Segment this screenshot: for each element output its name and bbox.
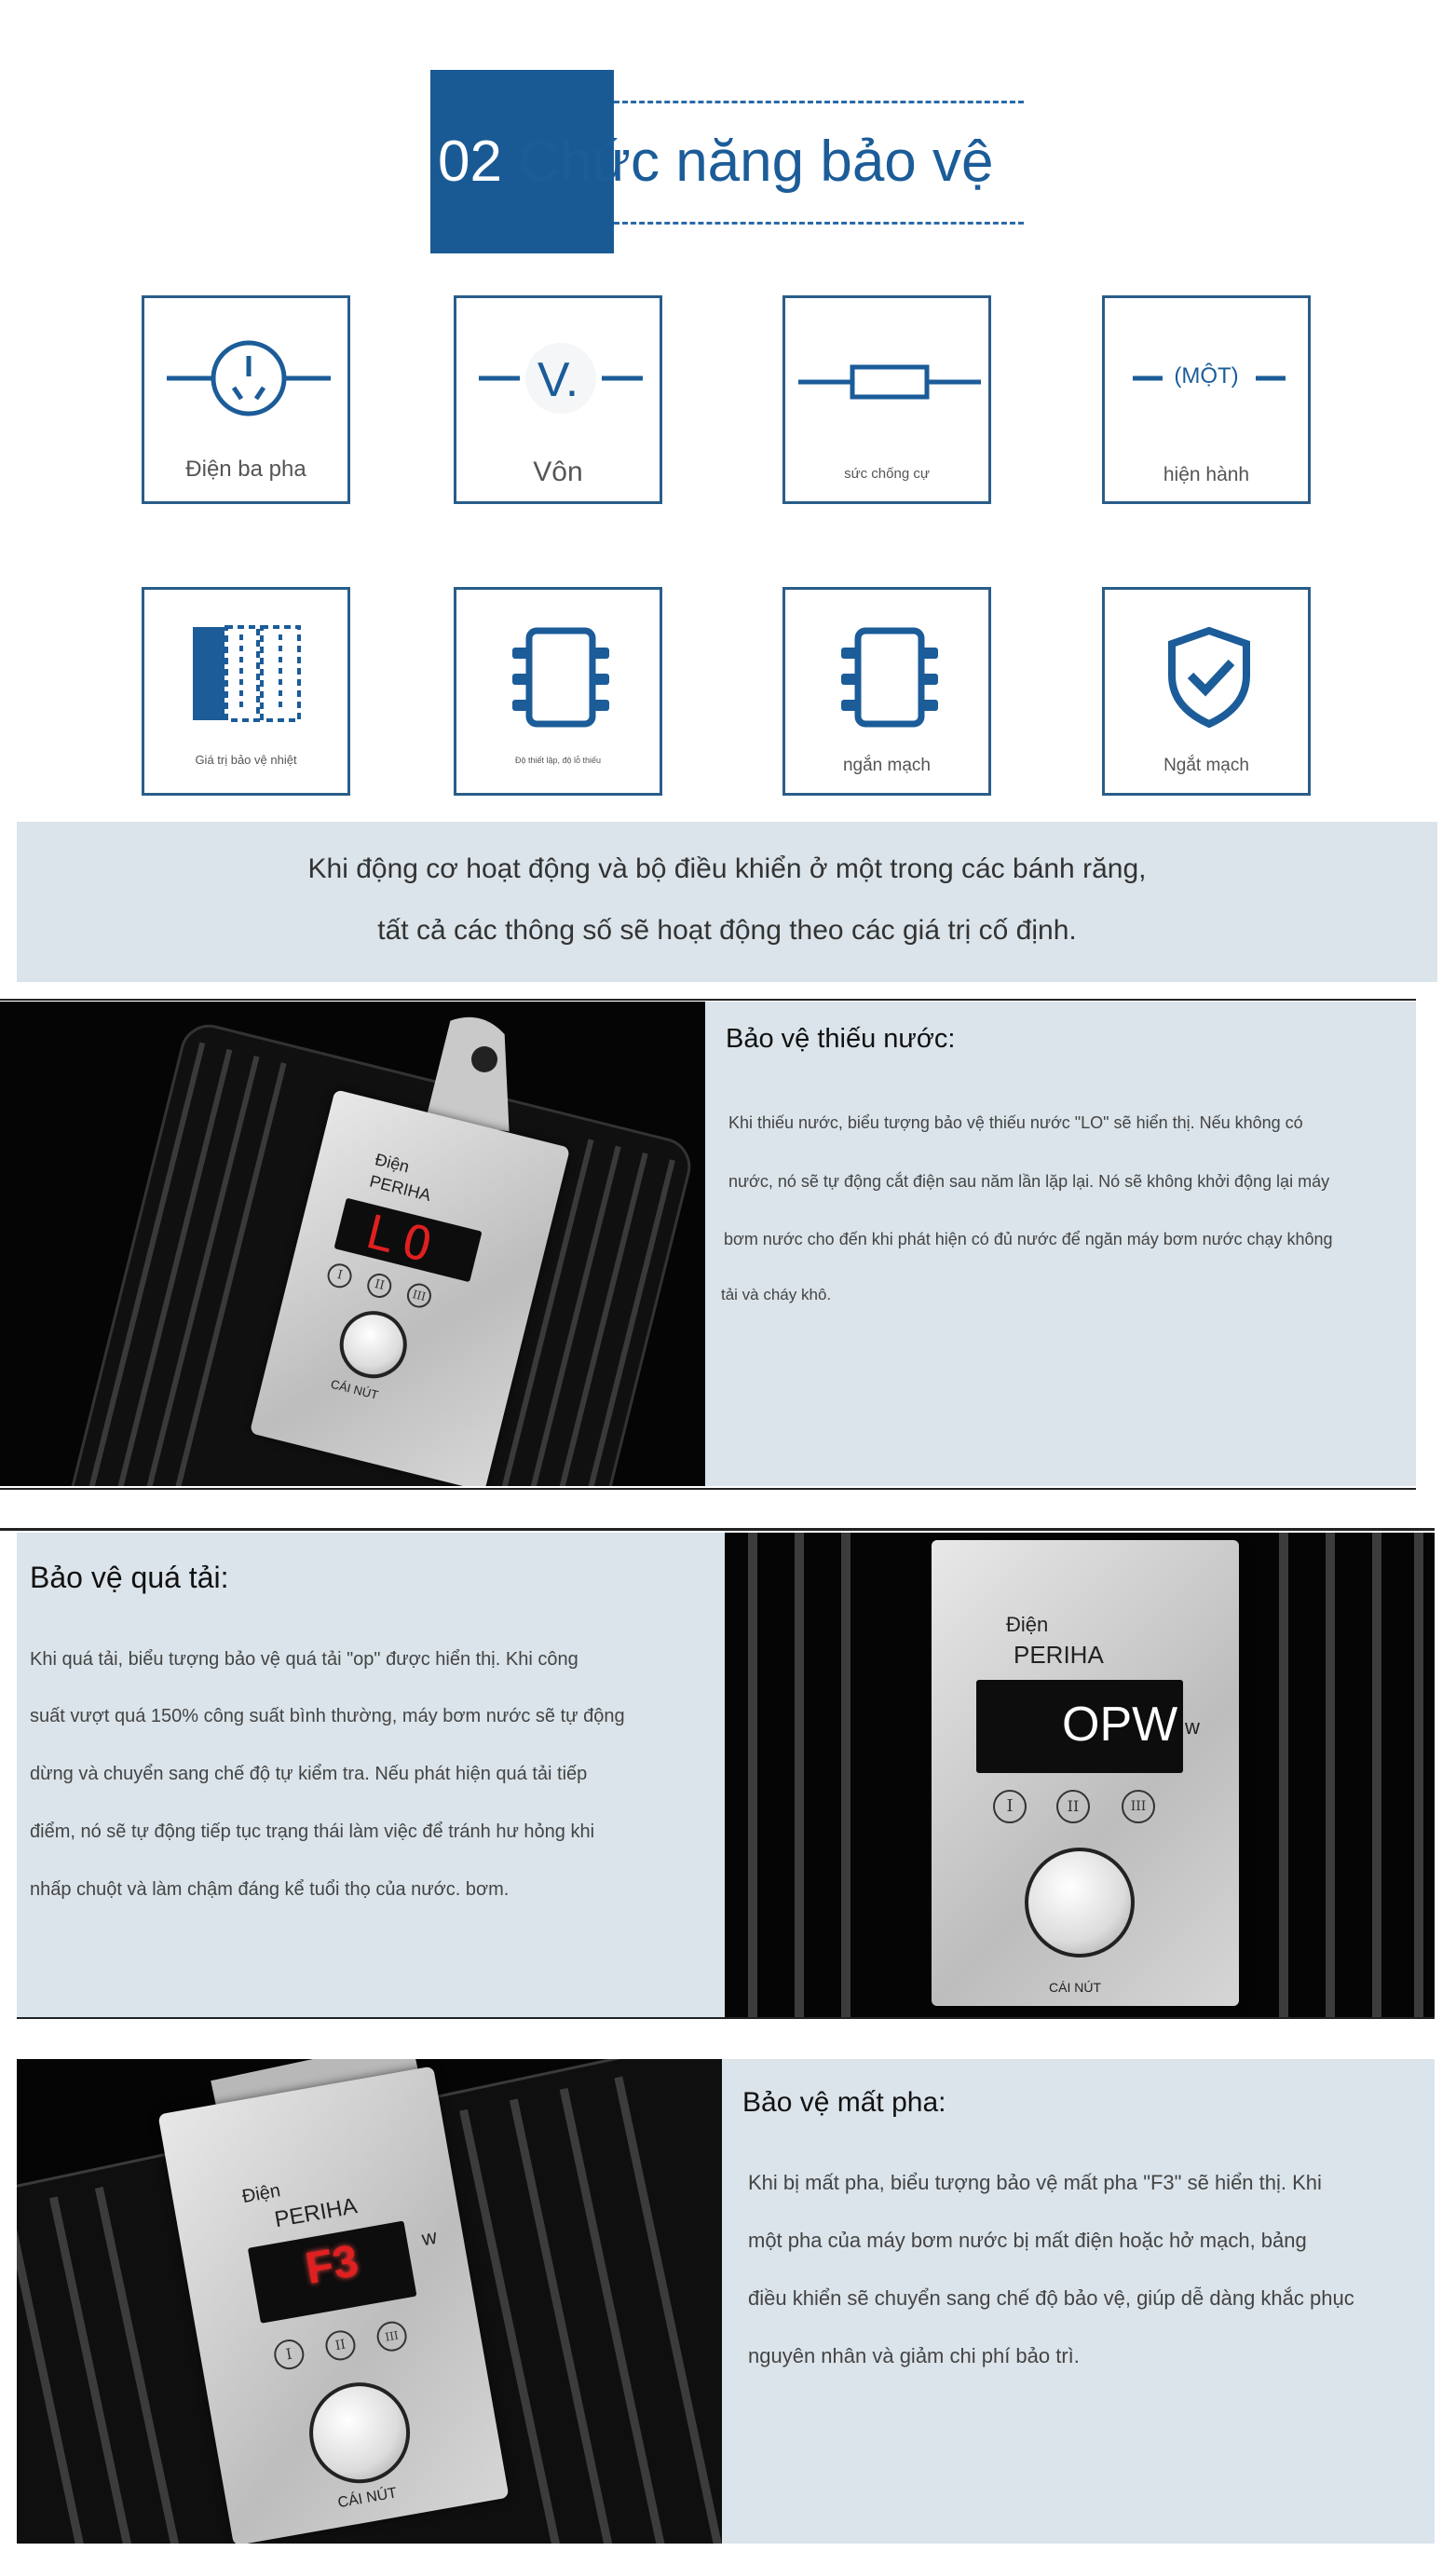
- phase-protection-text: [722, 2059, 1435, 2544]
- body-line: Khi quá tải, biểu tượng bảo vệ quá tải "op" được hiển thị. Khi công: [30, 1649, 578, 1670]
- body-line: dừng và chuyển sang chế độ tự kiểm tra. Nếu phát hiện quá tải tiếp: [30, 1764, 588, 1784]
- divider: [0, 999, 1416, 1001]
- body-line: nước, nó sẽ tự động cắt điện sau năm lần lặp lại. Nó sẽ không khởi động lại máy: [728, 1172, 1330, 1191]
- body-line: nhấp chuột và làm chậm đáng kể tuổi thọ của nước. bơm.: [30, 1879, 510, 1900]
- brand-line-1: Điện: [1006, 1613, 1049, 1636]
- body-line: một pha của máy bơm nước bị mất điện hoặc hở mạch, bảng: [748, 2229, 1307, 2252]
- thermal-protection-icon: [144, 590, 353, 798]
- water-protection-text: [705, 1002, 1416, 1486]
- section-title: Bảo vệ thiếu nước:: [726, 1024, 956, 1054]
- header-dash-bottom: [614, 222, 1024, 225]
- body-line: suất vượt quá 150% công suất bình thường, máy bơm nước sẽ tự động: [30, 1706, 625, 1726]
- body-line: Khi thiếu nước, biểu tượng bảo vệ thiếu nước "LO" sẽ hiển thị. Nếu không có: [728, 1113, 1303, 1132]
- brand-line-2: PERIHA: [367, 1171, 433, 1206]
- tile-label: Vôn: [533, 457, 583, 487]
- display-code: LO: [361, 1204, 446, 1276]
- divider: [0, 1528, 1435, 1531]
- mode-indicator-2: II: [364, 1271, 394, 1301]
- button-label: CÁI NÚT: [329, 1376, 380, 1402]
- tile-resistance: [782, 295, 991, 504]
- unit-label: w: [1185, 1715, 1200, 1739]
- heading-number: 02: [438, 130, 502, 194]
- display-code: OPW: [1062, 1698, 1178, 1752]
- header-dash-top: [614, 101, 1024, 103]
- controller-photo-op: [725, 1533, 1435, 2017]
- mode-indicator-3: III: [374, 2319, 409, 2353]
- lo-display: [333, 1198, 482, 1283]
- control-button: [333, 1304, 414, 1385]
- divider: [17, 2017, 1435, 2019]
- body-line: Khi bị mất pha, biểu tượng bảo vệ mất pha "F3" sẽ hiển thị. Khi: [748, 2171, 1322, 2194]
- tile-short-circuit: [782, 587, 991, 796]
- section-title: Bảo vệ quá tải:: [30, 1561, 229, 1594]
- divider: [0, 1488, 1416, 1490]
- tile-label: Độ thiết lập, độ lỗ thiếu: [514, 756, 602, 765]
- mode-indicator-1: I: [325, 1262, 355, 1291]
- mode-indicator-2: II: [1056, 1790, 1090, 1823]
- unit-label: w: [419, 2224, 439, 2251]
- body-line: bơm nước cho đến khi phát hiện có đủ nước để ngăn máy bơm nước chạy không: [724, 1230, 1333, 1248]
- body-line: nguyên nhân và giảm chi phí bảo trì.: [748, 2344, 1080, 2367]
- control-button: [302, 2375, 418, 2491]
- section-heading: [438, 129, 994, 195]
- brand-line-1: Điện: [373, 1150, 412, 1177]
- info-line-1: Khi động cơ hoạt động và bộ điều khiển ở một trong các bánh răng,: [307, 853, 1147, 884]
- button-label: CÁI NÚT: [336, 2485, 399, 2512]
- tile-breaker: [1102, 587, 1311, 796]
- tile-label: Giá trị bảo vệ nhiệt: [195, 753, 297, 767]
- heading-text: Chức năng bảo vệ: [518, 130, 994, 194]
- brand-line-2: PERIHA: [1014, 1641, 1104, 1669]
- chip-icon: [456, 590, 665, 798]
- mode-indicator-1: I: [272, 2338, 306, 2372]
- brand-line-2: PERIHA: [272, 2193, 360, 2233]
- tile-label: hiện hành: [1163, 464, 1250, 485]
- brand-line-1: Điện: [240, 2180, 282, 2208]
- op-display: [976, 1680, 1183, 1773]
- display-code: F3: [302, 2236, 362, 2295]
- voltage-symbol: V.: [537, 353, 579, 407]
- overload-protection-text: [17, 1533, 725, 2017]
- tile-thermal: [142, 587, 350, 796]
- info-band: [17, 822, 1437, 982]
- mode-indicator-3: III: [1122, 1790, 1155, 1823]
- body-line: điểm, nó sẽ tự động tiếp tục trạng thái làm việc để tránh hư hỏng khi: [30, 1821, 595, 1842]
- section-title: Bảo vệ mất pha:: [742, 2087, 946, 2118]
- info-line-2: tất cả các thông số sẽ hoạt động theo các giá trị cố định.: [377, 915, 1077, 946]
- mode-indicator-2: II: [323, 2328, 358, 2363]
- body-line: điều khiển sẽ chuyển sang chế độ bảo vệ, giúp dễ dàng khắc phục: [748, 2286, 1354, 2310]
- button-label: CÁI NÚT: [1049, 1980, 1101, 1995]
- f3-display: [248, 2221, 417, 2324]
- mode-indicator-3: III: [404, 1281, 434, 1311]
- tile-label: ngắn mạch: [842, 756, 931, 775]
- controller-photo-lo: [0, 1002, 705, 1486]
- control-button: [1025, 1848, 1135, 1958]
- controller-panel: [932, 1540, 1239, 2006]
- tile-label: sức chống cự: [844, 466, 930, 482]
- body-line: tải và cháy khô.: [721, 1286, 832, 1303]
- tile-current: [1102, 295, 1311, 504]
- tile-setting: [454, 587, 662, 796]
- current-symbol: (MỘT): [1174, 363, 1239, 389]
- tile-voltage: [454, 295, 662, 504]
- tile-label: Ngắt mạch: [1163, 756, 1249, 775]
- mode-indicator-1: I: [993, 1790, 1027, 1823]
- tile-three-phase: [142, 295, 350, 504]
- controller-photo-f3: [17, 2059, 722, 2544]
- tile-label: Điện ba pha: [185, 457, 306, 482]
